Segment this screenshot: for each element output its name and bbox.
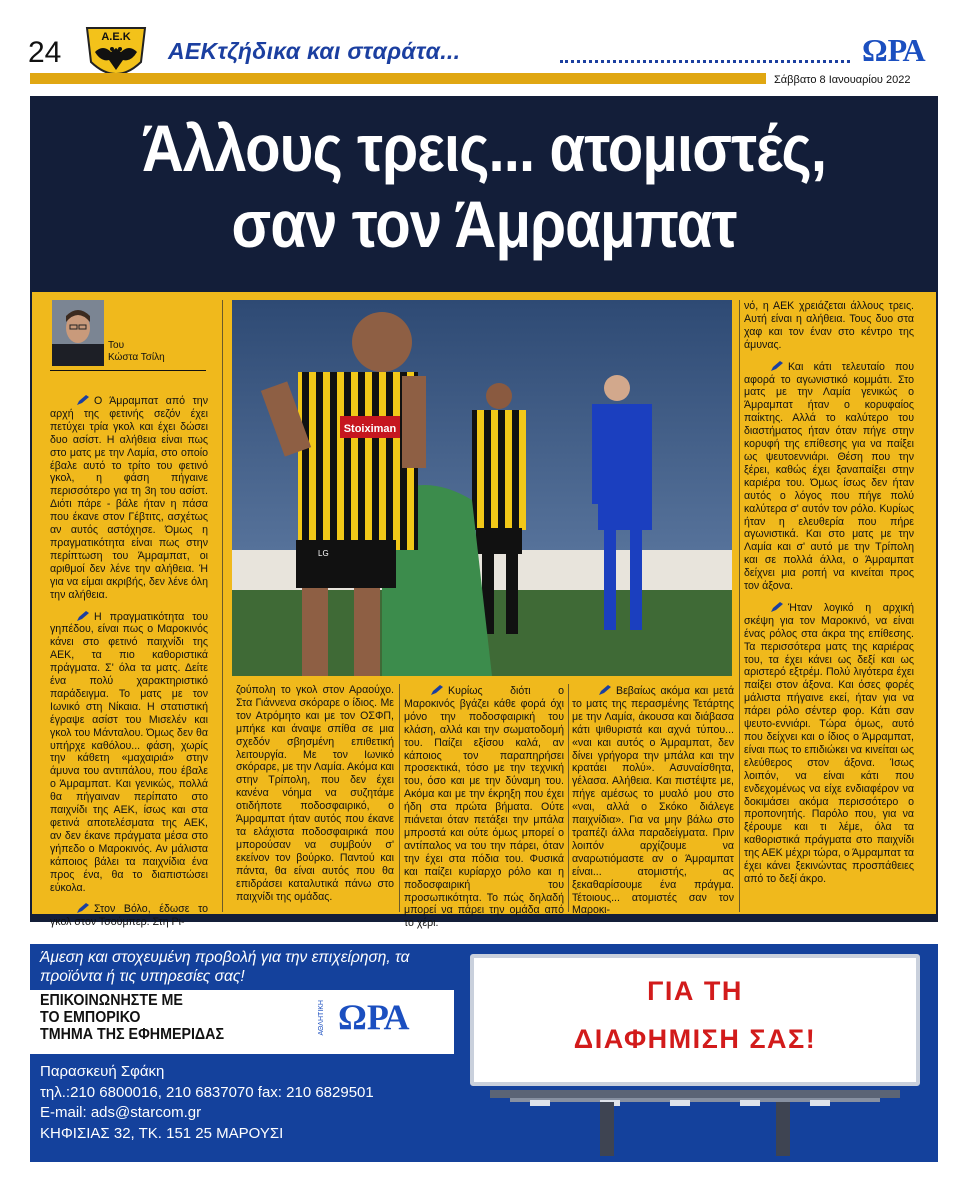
byline-prefix: Του — [108, 340, 125, 351]
column-divider — [568, 684, 569, 912]
ad-email: E-mail: ads@starcom.gr — [40, 1104, 202, 1121]
ad-contact-heading: ΕΠΙΚΟΙΝΩΝΗΣΤΕ ΜΕ ΤΟ ΕΜΠΟΡΙΚΟ ΤΜΗΜΑ ΤΗΣ ΕΦΗΜΕΡΙΔΑΣ — [40, 992, 225, 1043]
column-divider — [222, 300, 223, 912]
billboard-sign — [470, 954, 920, 1086]
article-column-3 — [404, 684, 564, 938]
header-dotted-rule — [560, 60, 850, 63]
pen-icon — [76, 610, 90, 622]
paragraph: Κυρίως διότι ο Μαροκινός βγάζει κάθε φορά όχι μόνο την ποδοσφαιρική του κλάση, αλλά και την σωματοδομή του. Παίζει εξίσου καλά, αν κάποιος τον παραπηρήσει προσεκτικά, τόσο με την τεχνική του, όσο και με την δύναμη του. Ακόμα και με την έκρηξη που έχει ήδη στα πρώτα βήματα. Ούτε πιάνεται όταν πετάξει την μπάλα μπροστά και ούτε όμως μπορεί ο αντίπαλος να του την πάρει, όταν την έχει στα πόδια του. Φυσικά και παίζει κυρίαρχο ρόλο και η ποδοσφαιρική του προσωπικότητα. Το πώς δηλαδή μπορεί να πάρει την ομάδα από το χέρι. — [404, 685, 564, 930]
brand-logo: ΩΡΑ — [862, 32, 926, 68]
pen-icon — [770, 601, 784, 613]
billboard-line-1: ΓΙΑ ΤΗ — [647, 976, 743, 1006]
headline-line-1: Άλλους τρεις... ατομιστές, — [141, 111, 827, 185]
paragraph: Στον Βόλο, έδωσε το γκολ στον Τσούμπερ. Στη Ρι- — [50, 903, 208, 929]
article-column-4 — [572, 684, 734, 925]
ad-phone: τηλ.:210 6800016, 210 6837070 fax: 210 6829501 — [40, 1083, 374, 1101]
article-column-2 — [236, 684, 394, 911]
ad-address: ΚΗΦΙΣΙΑΣ 32, ΤΚ. 151 25 ΜΑΡΟΥΣΙ — [40, 1124, 284, 1142]
ad-brand-logo: ΩΡΑ — [338, 997, 410, 1037]
section-title: AEKτζήδικα και σταράτα... — [168, 38, 461, 64]
pen-icon — [770, 360, 784, 372]
billboard-line-2: ΔΙΑΦΗΜΙΣΗ ΣΑΣ! — [573, 1024, 817, 1054]
ad-tagline: Άμεση και στοχευμένη προβολή για την επιχείρηση, τα προϊόντα ή τις υπηρεσίες σας! — [40, 949, 410, 985]
paragraph: Ήταν λογικό η αρχική σκέψη για τον Μαροκινό, να είναι ένας ρόλος στα άκρα της επίθεσης. Τα περισσότερα ματς της καριέρας του, τα έχει κάνει ως δεξί και ως αριστερό εξτρέμ. Πολύ λιγότερα έχει παίξει στον άξονα. Και όσες φορές μάλιστα πήγαινε εκεί, ήταν για να πάρει ρόλο σέντερ φορ. Κάτι σαν ψευτο-εννιάρι. Τώρα όμως, αυτό που δείχνει και ο ίδιος ο Άμραμπατ, είναι πως το επιδιώκει να κινείται ως ελεύθερος στον άξονα. Ίσως λοιπόν, να είναι κάτι που ενδεχομένως να είχε ενδιαφέρον να δοκιμάσει ακόμα περισσότερο ο προπονητής. Παρόλο που, για να ξέρουμε και τι λέμε, όλα τα καθοριστικά πράγματα στο παιχνίδι της ΑΕΚ μέχρι τώρα, ο Άμραμπατ τα έχει κάνει ξεκινώντας προσπάθειες από το δεξί άκρο. — [744, 601, 914, 885]
article-photo — [232, 300, 732, 676]
svg-text:Stoiximan: Stoiximan — [343, 423, 397, 435]
byline-author: Κώστα Τσίλη — [108, 352, 165, 363]
svg-text:Α.Ε.Κ: Α.Ε.Κ — [101, 31, 131, 43]
billboard-stand — [470, 1086, 920, 1156]
paragraph: νό, η ΑΕΚ χρειάζεται άλλους τρεις. Αυτή είναι η αλήθεια. Τους δυο στα χαφ και τον έναν στο κέντρο της άμυνας. — [744, 300, 914, 351]
pen-icon — [598, 684, 612, 696]
article-column-5 — [744, 300, 914, 894]
headline-line-2: σαν τον Άμραμπατ — [231, 187, 737, 261]
header-color-bar — [30, 73, 766, 84]
paragraph: Ο Άμραμπατ από την αρχή της φετινής σεζόν έχει πετύχει τρία γκολ και έχει δώσει δυο ασίστ. Η αλήθεια είναι πως στο ματς με την Λαμία, στο οποίο έβαλε αυτό το τρίτο του φετινό γκολ, η φάση πήγαινε περισσότερο για τη 3η του ασίστ. Διότι πάρε - βάλε ήταν η πάσα που έκανε στον Γέβτιτς, ασχέτως αν αυτός αστόχησε. Όμως η πραγματικότητα είναι πως στην περίπτωση του Άμραμπατ, οι αριθμοί δεν λένε την αλήθεια. Ή για να είμαι ακριβής, δεν λένε όλη την αλήθεια. — [50, 395, 208, 601]
publication-date: Σάββατο 8 Ιανουαρίου 2022 — [774, 74, 911, 86]
byline-rule — [50, 370, 206, 371]
author-photo — [52, 300, 104, 366]
ad-contact-details — [40, 1062, 374, 1144]
ad-contact-name: Παρασκευή Σφάκη — [40, 1063, 165, 1080]
pen-icon — [430, 684, 444, 696]
pen-icon — [76, 902, 90, 914]
svg-text:LG: LG — [318, 549, 329, 558]
paragraph: Βεβαίως ακόμα και μετά το ματς της περασμένης Τετάρτης με την Λαμία, άκουσα και διάβασα κάτι ψιθυριστά και αχνά τύπου... «ναι και αυτός ο Άμραμπατ, δεν δίνει γρήγορα την μπάλα και την κρατάει πολύ». Ασυναίσθητα, γέλασα. Αλήθεια. Και πιστέψτε με, πήγε αμέσως το μυαλό μου στο «ναι, αλλά ο Σκόκο διάλεγε παιχνίδια». Για να μην βάλω στο τραπέζι άλλα παραδείγματα. Πριν λοιπόν αρχίζουμε να αναρωτιόμαστε αν ο Άμραμπατ είναι... ατομιστής, ας ξεκαθαρίσουμε ένα πράγμα. Τέτοιους... ατομιστές σαν τον Μαροκι- — [572, 685, 734, 917]
article-column-1 — [50, 394, 208, 937]
paragraph: Η πραγματικότητα του γηπέδου, είναι πως ο Μαροκινός κάνει στο φετινό παιχνίδι της ΑΕΚ, τα πιο καθοριστικά πράγματα. Σ' όλα τα ματς. Δείτε ένα πολύ χαρακτηριστικό παράδειγμα. Το ματς με τον Ιωνικό στη Νίκαια. Η στατιστική έγραψε ασίστ του Μισελέν και γκολ του Μάνταλου. Όμως δεν θα υπήρχε καθόλου... φάση, χωρίς την κάθετη «μαχαιριά» στην άμυνα του αντιπάλου, που έβαλε ο Άμραμπατ. Και γενικώς, πολλά θα πήγαιναν περίπατο στο παιχνίδι της ΑΕΚ, ίσως και στα φετινά αποτελέσματα της ΑΕΚ, αν δεν έκανε πράγματα μέσα στο γήπεδο ο Μαροκινός. Αν μάλιστα κάποιος βάλει τα παιχνίδια ένα προς ένα, θα το διαπιστώσει εύκολα. — [50, 610, 208, 894]
ad-brand-side-label: ΑΘΛΗΤΙΚΗ — [318, 1000, 325, 1036]
column-divider — [739, 300, 740, 912]
paragraph: Και κάτι τελευταίο που αφορά το αγωνιστικό κομμάτι. Στο ματς με την Λαμία γενικώς ο Άμραμπατ ήταν ο κορυφαίος παίκτης. Αλλά το καλύτερο του διαστήματος ήταν όταν πήγε στην κορυφή της επίθεσης για να παίξει ως ψευτοεννιάρι. Θέση που την ξέρει, καθώς έχει ξαναπαίξει στην καριέρα του. Όμως ίσως δεν ήταν αυτός ο λόγος που πήγε πολύ καλύτερα σ' αυτόν τον ρόλο. Κυρίως ήταν η ελευθερία που πήρε αγωνιστικά. Και στο ματς με την Λαμία και σ' αυτό με την Τρίπολη και σε πολλά άλλα, ο Άμραμπατ δείχνει μια ροπή να κινείται προς τον άξονα. — [744, 360, 914, 593]
paragraph: ζούπολη το γκολ στον Αραούχο. Στα Γιάννενα σκόραρε ο ίδιος. Με τον Ατρόμητο και με τον ΟΣΦΠ, μπήκε και άναψε σπίθα σε μια σχεδόν σβησμένη επιθετική λειτουργία. Με τον Ιωνικό σκόραρε, με την Λαμία. Ακόμα και στην Τρίπολη, που δεν έχει κανένα νόημα να συζητάμε οτιδήποτε ποδοσφαιρικό, ο Άμραμπατ ήταν αυτός που έκανε τα ελάχιστα ποδοσφαιρικά που μπορούσαν να συμβούν σ' εκείνον τον βούρκο. Παντού και πάντα, θα είναι αυτός που θα επιδράσει καταλυτικά πάνω στο παιχνίδι της ομάδας. — [236, 684, 394, 903]
pen-icon — [76, 394, 90, 406]
column-divider — [399, 684, 400, 912]
page-number: 24 — [28, 36, 62, 69]
